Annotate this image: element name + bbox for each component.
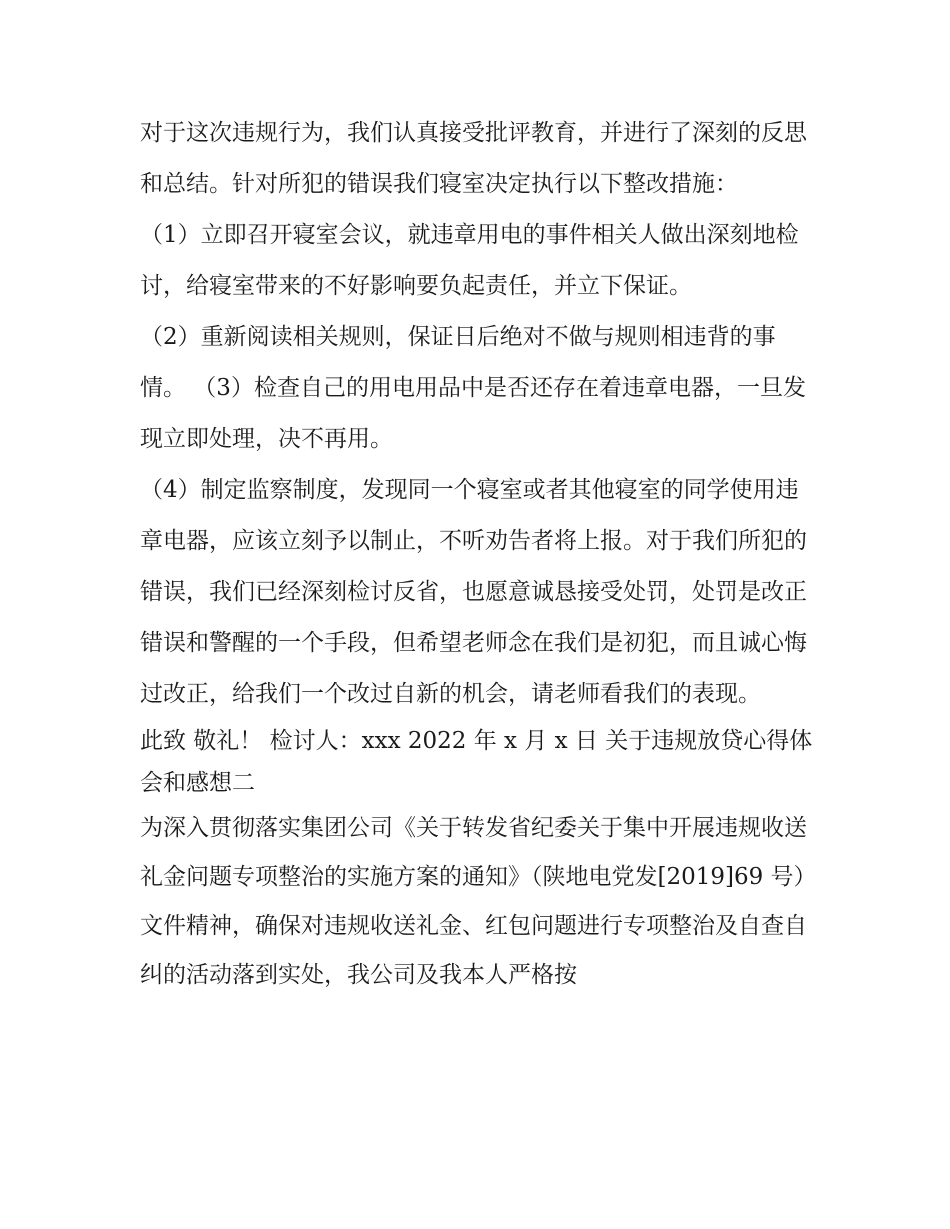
paragraph-signature: 此致 敬礼！ 检讨人：xxx 2022 年 x 月 x 日 关于违规放贷心得体会和感想二 bbox=[140, 728, 813, 796]
paragraph-measure-4: （4）制定监察制度，发现同一个寝室或者其他寝室的同学使用违章电器，应该立刻予以制止，不听劝告者将上报。对于我们所犯的错误，我们已经深刻检讨反省，也愿意诚恳接受处罚，处罚是改正错误和警醒的一个手段，但希望老师念在我们是初犯，而且诚心悔过改正，给我们一个改过自新的机会，请老师看我们的表现。 bbox=[140, 477, 807, 707]
paragraph-intro: 对于这次违规行为，我们认真接受批评教育，并进行了深刻的反思和总结。针对所犯的错误我们寝室决定执行以下整改措施： bbox=[140, 120, 807, 197]
document-body bbox=[140, 108, 815, 1000]
paragraph-measure-2-3: （2）重新阅读相关规则，保证日后绝对不做与规则相违背的事情。 （3）检查自己的用电用品中是否还存在着违章电器，一旦发现立即处理，决不再用。 bbox=[140, 324, 806, 452]
paragraph-measure-1: （1）立即召开寝室会议，就违章用电的事件相关人做出深刻地检讨，给寝室带来的不好影响要负起责任，并立下保证。 bbox=[140, 222, 799, 299]
paragraph-section-two: 为深入贯彻落实集团公司《关于转发省纪委关于集中开展违规收送礼金问题专项整治的实施方案的通知》（陕地电党发[2019]69 号）文件精神，确保对违规收送礼金、红包问题进行专项整治及自查自纠的活动落到实处，我公司及我本人严格按 bbox=[140, 815, 807, 988]
